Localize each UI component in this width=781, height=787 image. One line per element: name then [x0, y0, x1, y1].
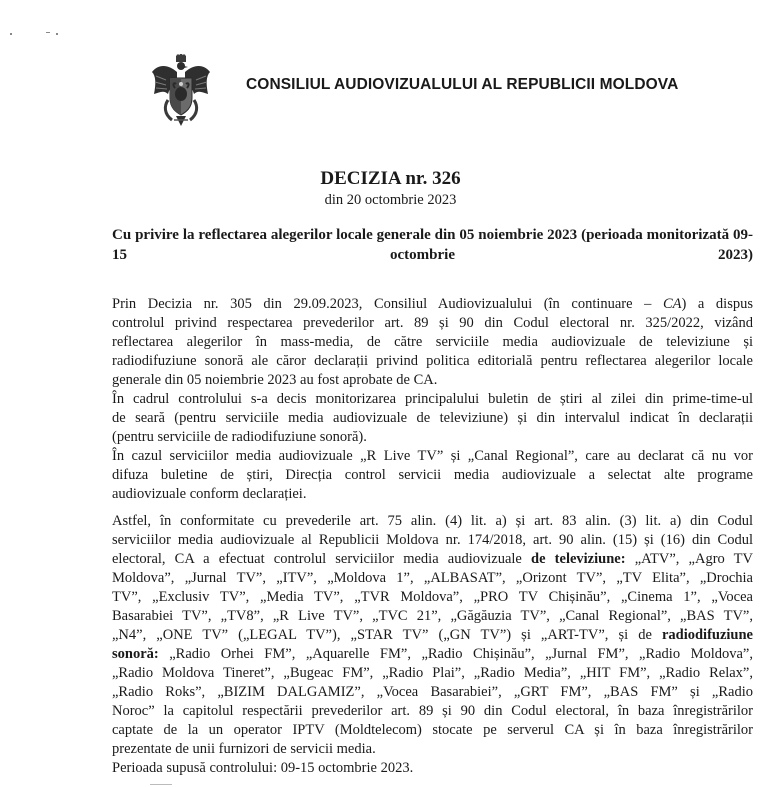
text-line: În cazul serviciilor media audiovizuale „R Live TV” și „Canal Regional”, care au declarat că nu vor: [112, 448, 753, 464]
text-line: electoral, CA a efectuat controlul serviciilor media audiovizuale de televiziune: „ATV”, „Agro TV: [112, 551, 753, 567]
decision-date: din 20 octombrie 2023: [324, 192, 457, 208]
moldova-coat-of-arms-icon: [150, 54, 212, 130]
ca-abbrev: CA: [662, 296, 682, 312]
radio-label: radiodifuziune: [661, 627, 753, 643]
text-line: captate de la un operator IPTV (Moldtelecom) stocate pe serverul CA și în baza înregistrărilor: [112, 722, 753, 738]
text-line: În cadrul controlului s-a decis monitorizarea principalului buletin de știri al zilei din prime-time-ul: [112, 391, 753, 407]
text-line: „N4”, „ONE TV” („LEGAL TV”), „STAR TV” („GN TV”) și „ART-TV”, și de radiodifuziune: [112, 627, 753, 643]
text-line: Prin Decizia nr. 305 din 29.09.2023, Consiliul Audiovizualului (în continuare – CA) a dispus: [112, 296, 753, 312]
text-line: serviciilor media audiovizuale al Republicii Moldova nr. 174/2018, art. 90 alin. (15) și (16) din Codul: [112, 532, 753, 548]
text-line: (pentru serviciile de radiodifuziune sonoră).: [112, 429, 367, 445]
decision-subject: Cu privire la reflectarea alegerilor locale generale din 05 noiembrie 2023 (perioada monitorizată 09-15 octombrie 2023): [112, 227, 753, 263]
radio-label-cont: sonoră:: [112, 646, 159, 662]
text-line: sonoră: „Radio Orhei FM”, „Aquarelle FM”, „Radio Chișinău”, „Jurnal FM”, „Radio Moldova”,: [112, 646, 753, 662]
text-line: reflectarea alegerilor în mass-media, de către serviciile media audiovizuale de televiziune și: [112, 334, 753, 350]
text-line: TV”, „Exclusiv TV”, „Media TV”, „TVR Moldova”, „PRO TV Chișinău”, „Cinema 1”, „Vocea: [112, 589, 753, 605]
scan-speck: [150, 784, 172, 785]
monitoring-period: Perioada supusă controlului: 09-15 octombrie 2023.: [112, 760, 414, 776]
text-line: „Radio Moldova Tineret”, „Bugeac FM”, „Radio Plai”, „Radio Media”, „HIT FM”, „Radio Relax”,: [112, 665, 753, 681]
text-line: radiodifuziune sonoră ale căror declarații privind politica editorială pentru reflectarea alegerilor locale: [112, 353, 753, 369]
text-line: generale din 05 noiembrie 2023 au fost aprobate de CA.: [112, 372, 438, 388]
tv-label: de televiziune:: [531, 551, 626, 567]
scan-speck: [46, 32, 50, 33]
scan-speck: [56, 33, 58, 35]
text-line: de seară (pentru serviciile media audiovizuale de televiziune) și din intervalul indicat în declarații: [112, 410, 753, 426]
text-line: prezentate de unii furnizori de servicii media.: [112, 741, 376, 757]
decision-title: DECIZIA nr. 326: [320, 168, 461, 189]
text-line: Noroc” la capitolul respectării prevederilor art. 89 și 90 din Codul electoral, în baza înregistrărilor: [112, 703, 753, 719]
text-line: Basarabiei TV”, „TV8”, „R Live TV”, „TVC 21”, „Găgăuzia TV”, „Canal Regional”, „BAS TV”,: [112, 608, 753, 624]
text-line: Moldova”, „Jurnal TV”, „ITV”, „Moldova 1”, „ALBASAT”, „Orizont TV”, „TV Elita”, „Drochia: [112, 570, 753, 586]
text-line: controlul privind respectarea prevederilor art. 89 și 90 din Codul electoral nr. 325/2022, vizând: [112, 315, 753, 331]
text-line: difuza buletine de știri, Direcția control servicii media audiovizuale a selectat alte programe: [112, 467, 753, 483]
text-line: „Radio Roks”, „BIZIM DALGAMIZ”, „Vocea Basarabiei”, „GRT FM”, „BAS FM” și „Radio: [112, 684, 753, 700]
text-line: Astfel, în conformitate cu prevederile art. 75 alin. (4) lit. a) și art. 83 alin. (3) lit. a) din Codul: [112, 513, 753, 529]
scan-speck: [10, 33, 12, 35]
text-line: audiovizuale conform declarației.: [112, 486, 307, 502]
council-name: CONSILIUL AUDIOVIZUALULUI AL REPUBLICII MOLDOVA: [246, 76, 679, 93]
